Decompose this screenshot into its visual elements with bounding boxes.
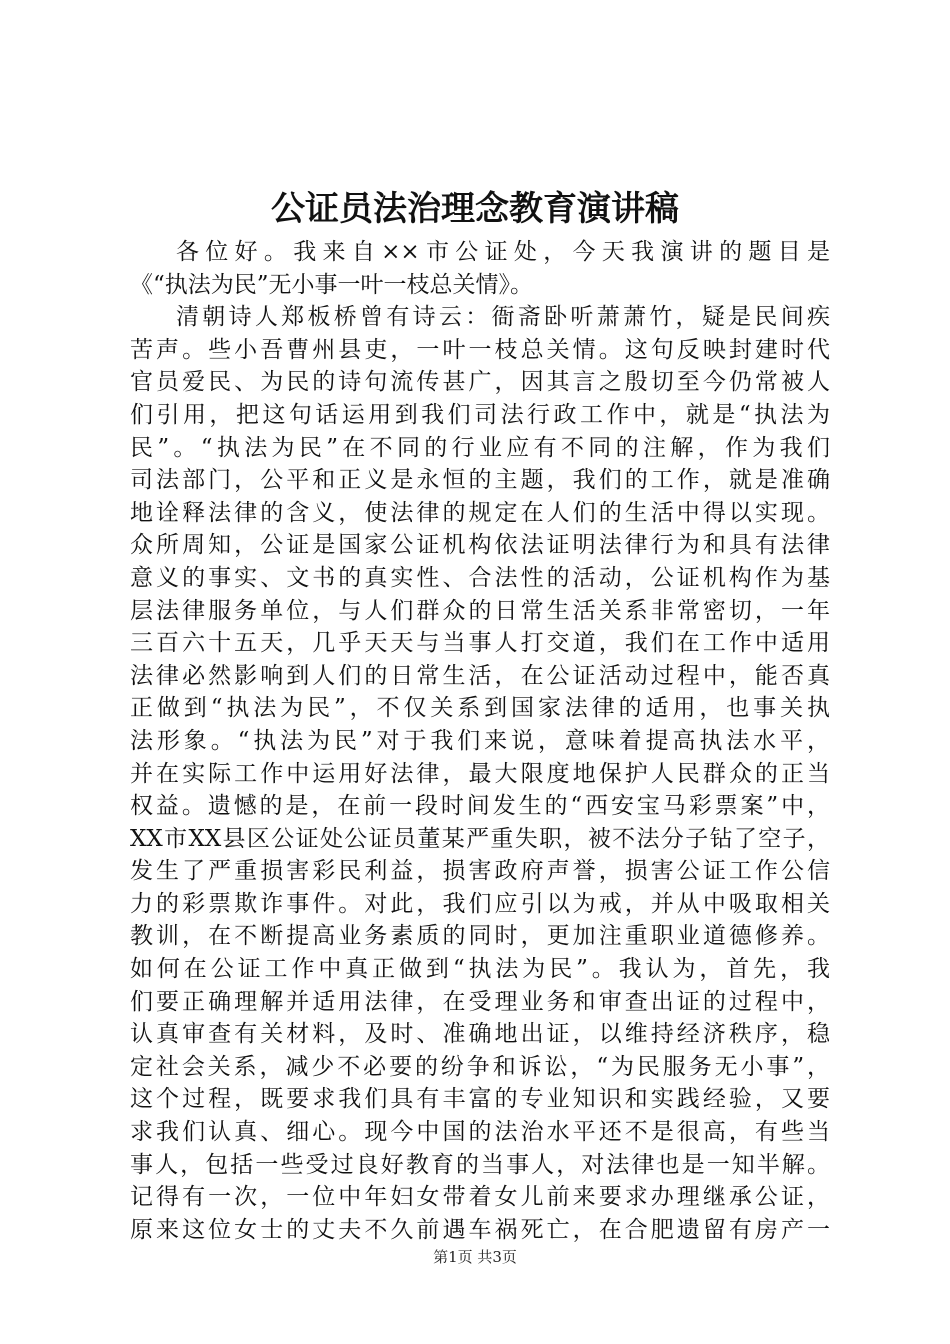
paragraph-line: 三百六十五天，几乎天天与当事人打交道，我们在工作中适用 xyxy=(130,630,830,657)
paragraph-line: 官员爱民、为民的诗句流传甚广，因其言之殷切至今仍常被人 xyxy=(130,369,830,396)
paragraph-line: 法形象。“执法为民”对于我们来说，意味着提高执法水平， xyxy=(130,727,830,754)
paragraph-line: 《“执法为民”无小事一叶一枝总关情》。 xyxy=(130,271,534,298)
paragraph-line: 司法部门，公平和正义是永恒的主题，我们的工作，就是准确 xyxy=(130,467,830,494)
paragraph-line: 事人，包括一些受过良好教育的当事人，对法律也是一知半解。 xyxy=(130,1151,830,1178)
paragraph-line: 苦声。些小吾曹州县吏，一叶一枝总关情。这句反映封建时代 xyxy=(130,336,830,363)
page-number-footer: 第1页 共3页 xyxy=(433,1248,517,1266)
paragraph-line: 这个过程，既要求我们具有丰富的专业知识和实践经验，又要 xyxy=(130,1086,830,1113)
paragraph-line: 们引用，把这句话运用到我们司法行政工作中，就是“执法为 xyxy=(130,401,830,428)
paragraph-line: 层法律服务单位，与人们群众的日常生活关系非常密切，一年 xyxy=(130,597,830,624)
paragraph-line: 清朝诗人郑板桥曾有诗云：衙斋卧听萧萧竹，疑是民间疾 xyxy=(176,304,830,331)
paragraph-line: 地诠释法律的含义，使法律的规定在人们的生活中得以实现。 xyxy=(130,499,830,526)
paragraph-line: 众所周知，公证是国家公证机构依法证明法律行为和具有法律 xyxy=(130,532,830,559)
paragraph-line: 正做到“执法为民”，不仅关系到国家法律的适用，也事关执 xyxy=(130,695,830,722)
paragraph-line: 如何在公证工作中真正做到“执法为民”。我认为，首先，我 xyxy=(130,956,830,983)
paragraph-line: 教训，在不断提高业务素质的同时，更加注重职业道德修养。 xyxy=(130,923,830,950)
paragraph-line: 并在实际工作中运用好法律，最大限度地保护人民群众的正当 xyxy=(130,760,830,787)
paragraph-line: 发生了严重损害彩民利益，损害政府声誉，损害公证工作公信 xyxy=(130,858,830,885)
paragraph-line: 们要正确理解并适用法律，在受理业务和审查出证的过程中， xyxy=(130,988,830,1015)
paragraph-line: 民”。“执法为民”在不同的行业应有不同的注解，作为我们 xyxy=(130,434,830,461)
paragraph-line: 法律必然影响到人们的日常生活，在公证活动过程中，能否真 xyxy=(130,662,830,689)
paragraph-line: 原来这位女士的丈夫不久前遇车祸死亡，在合肥遗留有房产一 xyxy=(130,1216,830,1243)
paragraph-line: 认真审查有关材料，及时、准确地出证，以维持经济秩序，稳 xyxy=(130,1021,830,1048)
paragraph-line: 权益。遗憾的是，在前一段时间发生的“西安宝马彩票案”中， xyxy=(130,793,830,820)
paragraph-line: 定社会关系，减少不必要的纷争和诉讼，“为民服务无小事”， xyxy=(130,1053,830,1080)
paragraph-line: 意义的事实、文书的真实性、合法性的活动，公证机构作为基 xyxy=(130,564,830,591)
paragraph-line: XX市XX县区公证处公证员董某严重失职，被不法分子钻了空子， xyxy=(130,825,830,852)
document-title: 公证员法治理念教育演讲稿 xyxy=(271,189,679,229)
paragraph-line: 记得有一次，一位中年妇女带着女儿前来要求办理继承公证， xyxy=(130,1184,830,1211)
document-body xyxy=(130,236,830,1246)
paragraph-line: 力的彩票欺诈事件。对此，我们应引以为戒，并从中吸取相关 xyxy=(130,890,830,917)
paragraph-line: 求我们认真、细心。现今中国的法治水平还不是很高，有些当 xyxy=(130,1119,830,1146)
paragraph-line: 各位好。我来自××市公证处，今天我演讲的题目是 xyxy=(176,239,830,265)
